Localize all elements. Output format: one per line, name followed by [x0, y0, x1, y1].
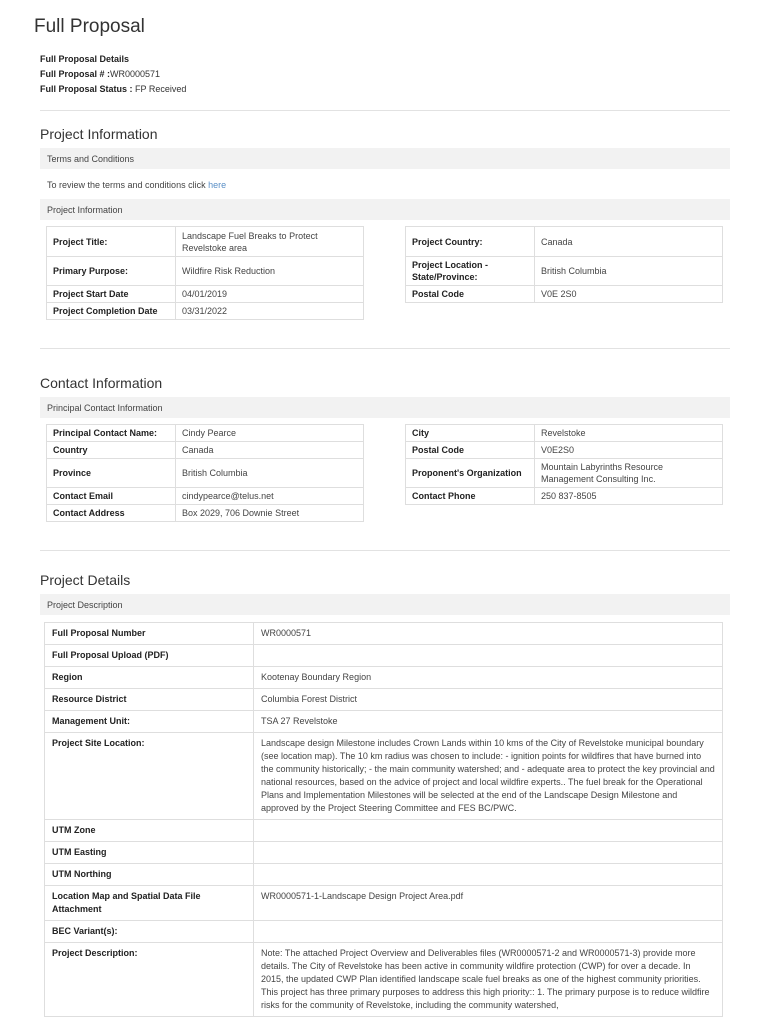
field-label: Resource District — [45, 689, 254, 711]
field-label: Proponent's Organization — [406, 459, 535, 488]
field-label: Project Description: — [45, 943, 254, 1017]
field-value — [254, 820, 723, 842]
table-row — [47, 257, 364, 286]
field-value: 03/31/2022 — [176, 303, 364, 320]
project-information-heading: Project Information — [40, 126, 158, 142]
field-value: Canada — [535, 227, 723, 257]
table-row — [406, 257, 723, 286]
field-value — [254, 842, 723, 864]
table-row — [47, 459, 364, 488]
field-label: Full Proposal Upload (PDF) — [45, 645, 254, 667]
proposal-status-label: Full Proposal Status : — [40, 84, 133, 94]
table-row — [406, 442, 723, 459]
field-label: Full Proposal Number — [45, 623, 254, 645]
table-row — [45, 921, 723, 943]
table-row — [406, 286, 723, 303]
table-row — [45, 733, 723, 820]
field-label: Principal Contact Name: — [47, 425, 176, 442]
field-value: cindypearce@telus.net — [176, 488, 364, 505]
table-row — [406, 488, 723, 505]
table-row — [47, 488, 364, 505]
field-label: Project Start Date — [47, 286, 176, 303]
field-value: Box 2029, 706 Downie Street — [176, 505, 364, 522]
project-info-right-table — [405, 226, 723, 303]
table-row — [45, 864, 723, 886]
field-value: Kootenay Boundary Region — [254, 667, 723, 689]
table-row — [406, 425, 723, 442]
field-label: UTM Zone — [45, 820, 254, 842]
field-value: British Columbia — [176, 459, 364, 488]
field-label: BEC Variant(s): — [45, 921, 254, 943]
contact-left-table — [46, 424, 364, 522]
field-label: Location Map and Spatial Data File Attachment — [45, 886, 254, 921]
field-value: Landscape Fuel Breaks to Protect Revelstoke area — [176, 227, 364, 257]
field-value: Landscape design Milestone includes Crown Lands within 10 kms of the City of Revelstoke municipal boundary (see location map). The 10 km radius was chosen to include: - ignition points for wildfires that have burned into the community historically; - the main community watershed; and - adequate area to protect the key provincial and national resources, based on the advice of project and local wildfire experts.. The fuel break for the Operational Plans and Implementation Milestones will be selected at the end of the Landscape Design Milestone and approved by the Project Steering Committee and FES BC/PWC. — [254, 733, 723, 820]
table-row — [45, 943, 723, 1017]
field-label: Project Site Location: — [45, 733, 254, 820]
field-label: Province — [47, 459, 176, 488]
proposal-summary — [40, 52, 186, 97]
field-label: Management Unit: — [45, 711, 254, 733]
field-label: Contact Phone — [406, 488, 535, 505]
table-row — [47, 303, 364, 320]
proposal-number-label: Full Proposal # : — [40, 69, 111, 79]
field-label: Project Country: — [406, 227, 535, 257]
field-value: Note: The attached Project Overview and Deliverables files (WR0000571-2 and WR0000571-3) provide more details. The City of Revelstoke has been active in community wildfire protection (CWP) for over a decade. In 2015, the updated CWP Plan identified landscape scale fuel breaks as one of the highest community priorities. This project has three primary purposes to address this high priority:: 1. The primary purpose is to reduce wildfire risks for the community of Revelstoke, including the community watershed, — [254, 943, 723, 1017]
field-label: UTM Northing — [45, 864, 254, 886]
field-label: Project Title: — [47, 227, 176, 257]
field-label: Contact Email — [47, 488, 176, 505]
table-row — [47, 286, 364, 303]
table-row — [47, 442, 364, 459]
field-label: Contact Address — [47, 505, 176, 522]
field-value: Revelstoke — [535, 425, 723, 442]
table-row — [45, 820, 723, 842]
field-label: UTM Easting — [45, 842, 254, 864]
table-row — [47, 425, 364, 442]
project-description-bar: Project Description — [40, 594, 730, 615]
project-details-heading: Project Details — [40, 572, 131, 588]
terms-note — [47, 180, 226, 190]
field-value — [254, 864, 723, 886]
field-label: Region — [45, 667, 254, 689]
field-value: V0E 2S0 — [535, 286, 723, 303]
field-label: Country — [47, 442, 176, 459]
page-title: Full Proposal — [34, 16, 145, 37]
field-value: V0E2S0 — [535, 442, 723, 459]
terms-text: To review the terms and conditions click — [47, 180, 209, 190]
field-value: WR0000571 — [254, 623, 723, 645]
field-value: Mountain Labyrinths Resource Management Consulting Inc. — [535, 459, 723, 488]
attachment-link[interactable]: WR0000571-1-Landscape Design Project Area.pdf — [254, 886, 723, 921]
contact-information-heading: Contact Information — [40, 375, 163, 391]
field-value: Canada — [176, 442, 364, 459]
field-label: City — [406, 425, 535, 442]
table-row — [406, 459, 723, 488]
field-label: Project Completion Date — [47, 303, 176, 320]
field-label: Project Location - State/Province: — [406, 257, 535, 286]
table-row — [45, 645, 723, 667]
table-row — [406, 227, 723, 257]
field-value: 250 837-8505 — [535, 488, 723, 505]
project-info-left-table — [46, 226, 364, 320]
field-label: Postal Code — [406, 286, 535, 303]
project-details-table — [44, 622, 723, 1017]
divider — [40, 348, 730, 349]
details-heading: Full Proposal Details — [40, 54, 130, 64]
proposal-number-value: WR0000571 — [110, 69, 161, 79]
field-value: British Columbia — [535, 257, 723, 286]
field-label: Primary Purpose: — [47, 257, 176, 286]
field-value: Cindy Pearce — [176, 425, 364, 442]
field-value: TSA 27 Revelstoke — [254, 711, 723, 733]
divider — [40, 110, 730, 111]
table-row — [45, 842, 723, 864]
principal-contact-bar: Principal Contact Information — [40, 397, 730, 418]
table-row — [45, 623, 723, 645]
table-row — [47, 505, 364, 522]
table-row — [45, 886, 723, 921]
table-row — [47, 227, 364, 257]
field-label: Postal Code — [406, 442, 535, 459]
terms-link[interactable]: here — [208, 180, 227, 190]
table-row — [45, 689, 723, 711]
field-value: Columbia Forest District — [254, 689, 723, 711]
field-value: Wildfire Risk Reduction — [176, 257, 364, 286]
field-value — [254, 921, 723, 943]
contact-right-table — [405, 424, 723, 505]
table-row — [45, 667, 723, 689]
field-value — [254, 645, 723, 667]
table-row — [45, 711, 723, 733]
terms-bar: Terms and Conditions — [40, 148, 730, 169]
proposal-status-value: FP Received — [132, 84, 187, 94]
divider — [40, 550, 730, 551]
field-value: 04/01/2019 — [176, 286, 364, 303]
project-info-bar: Project Information — [40, 199, 730, 220]
